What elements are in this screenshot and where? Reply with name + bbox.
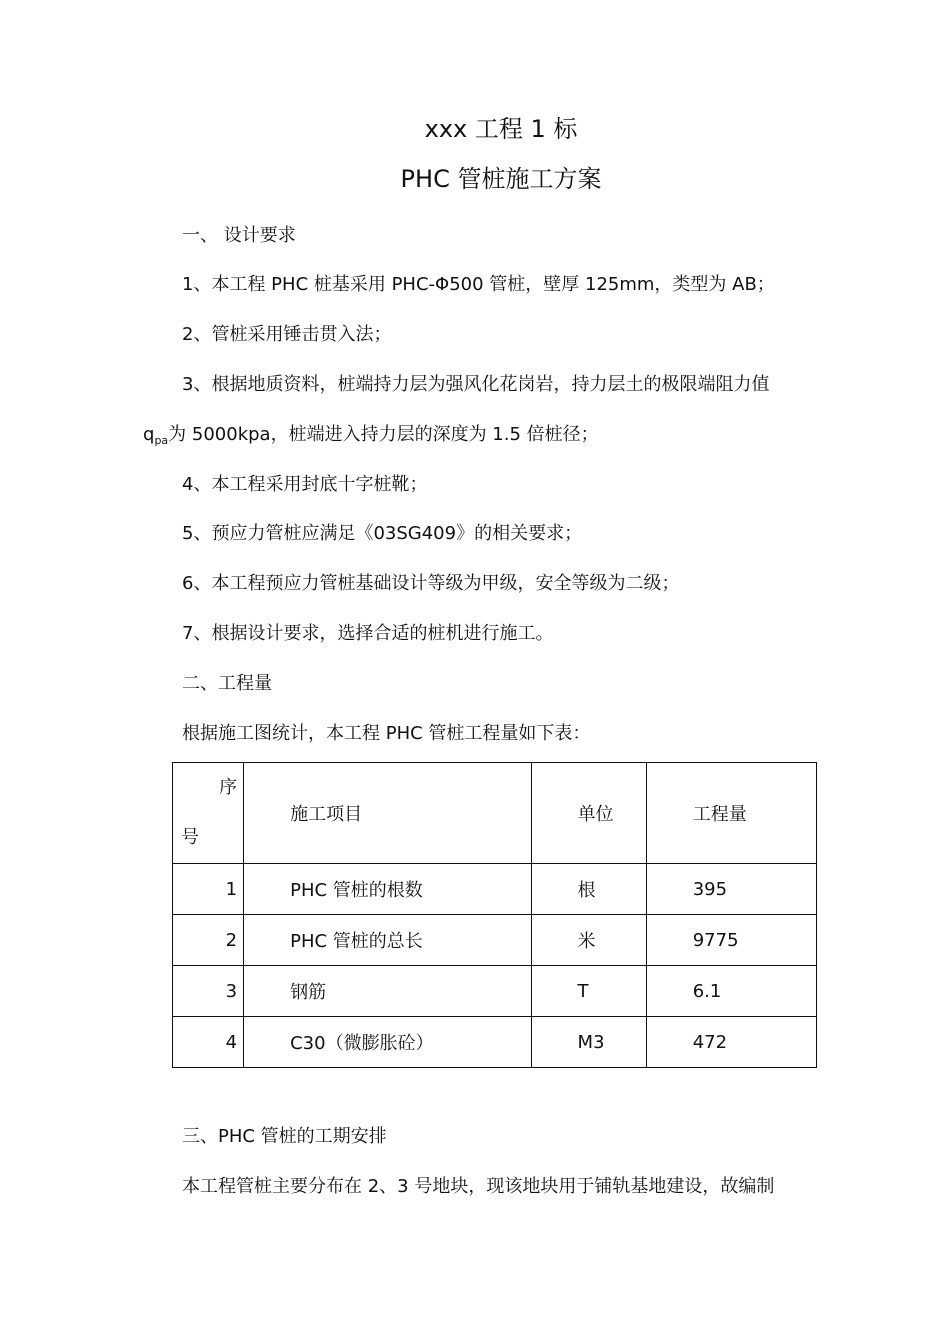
table-row (173, 1017, 817, 1068)
q-symbol: q (143, 424, 155, 445)
header-unit: 单位 (531, 763, 646, 864)
doc-title-line1: xxx 工程 1 标 (424, 115, 578, 143)
header-qty: 工程量 (646, 763, 816, 864)
row-item: PHC 管桩的根数 (244, 864, 531, 915)
row-no: 1 (173, 864, 244, 915)
table-header-row (173, 763, 817, 864)
section1-heading: 一、 设计要求 (182, 225, 296, 246)
row-qty: 9775 (646, 915, 816, 966)
row-unit: 根 (531, 864, 646, 915)
row-item: 钢筋 (244, 966, 531, 1017)
section1-item-5: 5、预应力管桩应满足《03SG409》的相关要求； (182, 523, 583, 544)
table-row (173, 864, 817, 915)
row-no: 2 (173, 915, 244, 966)
row-unit: 米 (531, 915, 646, 966)
row-no: 3 (173, 966, 244, 1017)
section1-item-3-continued (143, 423, 599, 453)
header-no-line1: 序 (219, 777, 238, 798)
row-no: 4 (173, 1017, 244, 1068)
quantity-table (172, 762, 817, 1068)
section1-item-2: 2、管桩采用锤击贯入法； (182, 324, 392, 345)
row-unit: T (531, 966, 646, 1017)
row-item: PHC 管桩的总长 (244, 915, 531, 966)
section2-heading: 二、工程量 (182, 673, 272, 694)
section1-item-3: 3、根据地质资料，桩端持力层为强风化花岗岩，持力层土的极限端阻力值 (182, 374, 770, 395)
header-no (173, 763, 244, 864)
row-unit: M3 (531, 1017, 646, 1068)
row-qty: 472 (646, 1017, 816, 1068)
section3-intro: 本工程管桩主要分布在 2、3 号地块，现该地块用于铺轨基地建设，故编制 (182, 1176, 775, 1197)
section1-item-7: 7、根据设计要求，选择合适的桩机进行施工。 (182, 623, 554, 644)
q-subscript: pa (154, 434, 169, 447)
header-no-line2: 号 (181, 827, 199, 848)
row-qty: 6.1 (646, 966, 816, 1017)
section2-intro: 根据施工图统计，本工程 PHC 管桩工程量如下表： (182, 723, 591, 744)
section1-item-4: 4、本工程采用封底十字桩靴； (182, 474, 428, 495)
row-item: C30（微膨胀砼） (244, 1017, 531, 1068)
row-qty: 395 (646, 864, 816, 915)
header-item: 施工项目 (244, 763, 531, 864)
section3-heading: 三、PHC 管桩的工期安排 (182, 1126, 387, 1147)
table-row (173, 915, 817, 966)
section1-item-6: 6、本工程预应力管桩基础设计等级为甲级，安全等级为二级； (182, 573, 680, 594)
table-row (173, 966, 817, 1017)
section1-item-1: 1、本工程 PHC 桩基采用 PHC-Φ500 管桩，壁厚 125mm，类型为 AB； (182, 274, 775, 295)
item-3-rest: 为 5000kpa，桩端进入持力层的深度为 1.5 倍桩径； (168, 424, 599, 445)
doc-title-line2: PHC 管桩施工方案 (400, 165, 602, 193)
